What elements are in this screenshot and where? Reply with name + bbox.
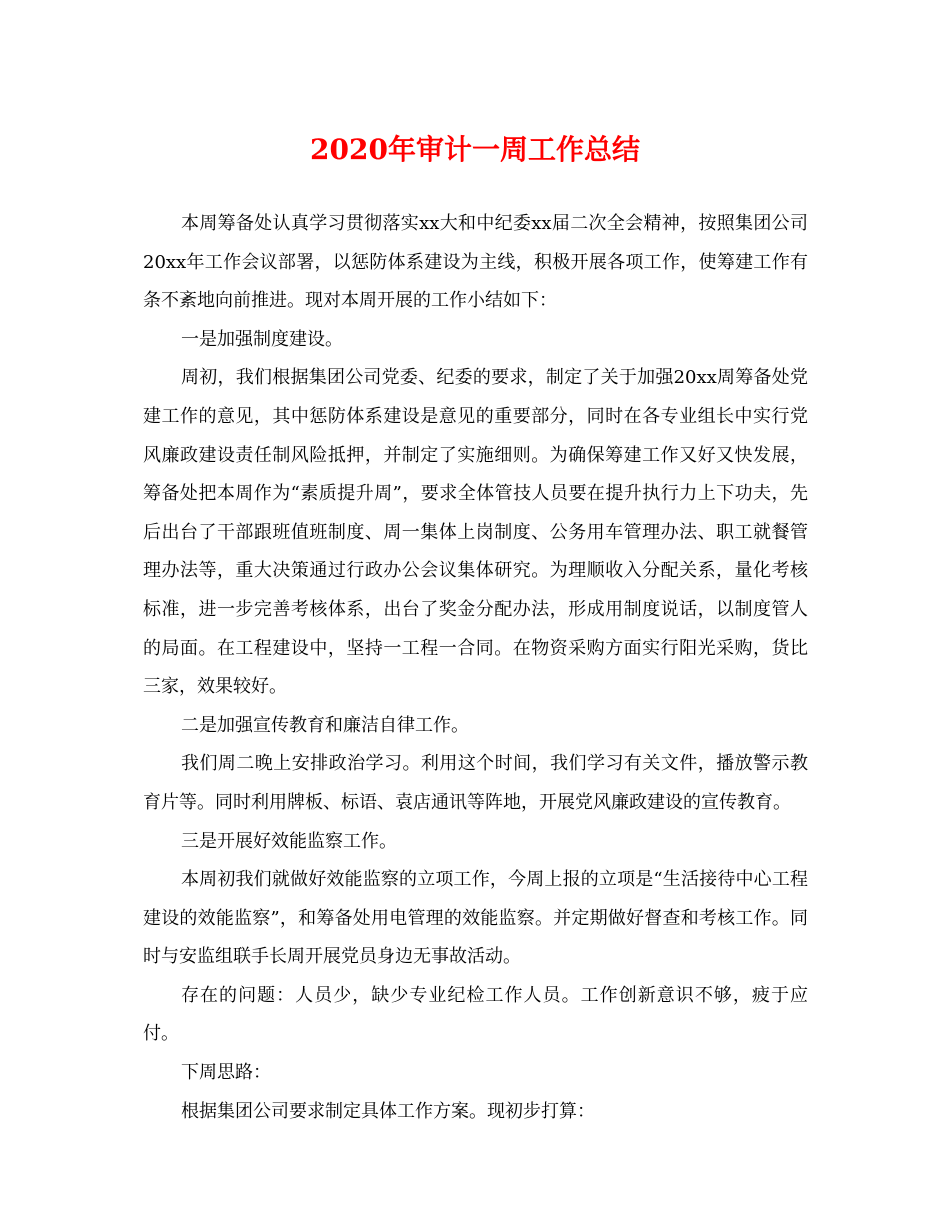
document-title: 2020年审计一周工作总结 [310, 133, 640, 166]
document-body [143, 205, 808, 1131]
paragraph-plan: 根据集团公司要求制定具体工作方案。现初步打算： [181, 1100, 595, 1122]
paragraph-intro: 本周筹备处认真学习贯彻落实xx大和中纪委xx届二次全会精神，按照集团公司20xx年工作会议部署，以惩防体系建设为主线，积极开展各项工作，使筹建工作有条不紊地向前推进。现对本周开展的工作小结如下： [143, 213, 808, 312]
paragraph-heading-3: 三是开展好效能监察工作。 [181, 830, 397, 852]
paragraph-next-week-heading: 下周思路： [181, 1062, 271, 1084]
paragraph-heading-2: 二是加强宣传教育和廉洁自律工作。 [181, 714, 469, 736]
paragraph-education: 我们周二晚上安排政治学习。利用这个时间，我们学习有关文件，播放警示教育片等。同时利用牌板、标语、袁店通讯等阵地，开展党风廉政建设的宣传教育。 [143, 753, 808, 813]
paragraph-heading-1: 一是加强制度建设。 [181, 328, 343, 350]
paragraph-system-building: 周初，我们根据集团公司党委、纪委的要求，制定了关于加强20xx周筹备处党建工作的意见，其中惩防体系建设是意见的重要部分，同时在各专业组长中实行党风廉政建设责任制风险抵押，并制定了实施细则。为确保筹建工作又好又快发展，筹备处把本周作为“素质提升周”，要求全体管技人员要在提升执行力上下功夫，先后出台了干部跟班值班制度、周一集体上岗制度、公务用车管理办法、职工就餐管理办法等，重大决策通过行政办公会议集体研究。为理顺收入分配关系，量化考核标准，进一步完善考核体系，出台了奖金分配办法，形成用制度说话，以制度管人的局面。在工程建设中，坚持一工程一合同。在物资采购方面实行阳光采购，货比三家，效果较好。 [143, 367, 808, 698]
paragraph-supervision: 本周初我们就做好效能监察的立项工作，今周上报的立项是“生活接待中心工程建设的效能监察”，和筹备处用电管理的效能监察。并定期做好督查和考核工作。同时与安监组联手长周开展党员身边无事故活动。 [143, 869, 808, 968]
paragraph-problems: 存在的问题：人员少，缺少专业纪检工作人员。工作创新意识不够，疲于应付。 [143, 984, 808, 1045]
